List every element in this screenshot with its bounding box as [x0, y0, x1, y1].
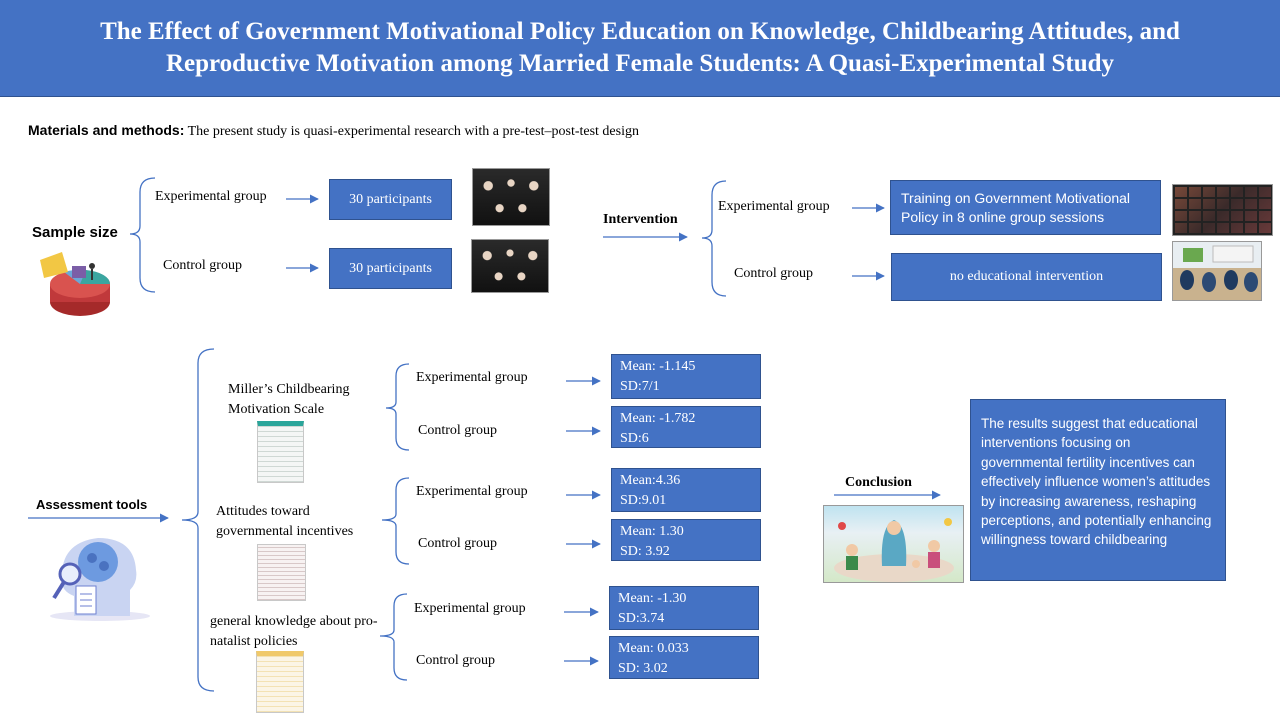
- family-illustration: [823, 505, 964, 583]
- tool2-scale-thumbnail: [257, 544, 306, 601]
- tool1-bracket: [386, 364, 409, 450]
- tool2-name: Attitudes toward governmental incentives: [216, 504, 354, 539]
- tool3-exp-mean: Mean: -1.30: [618, 591, 687, 606]
- tool1-exp-result-box: [611, 354, 761, 399]
- tool2-ctrl-result-box: [611, 519, 761, 561]
- int-ctrl-box: no educational intervention: [891, 253, 1162, 301]
- tool3-exp-group-label: Experimental group: [414, 601, 526, 616]
- classroom-scene: [1173, 242, 1261, 300]
- tool2-exp-result-box: [611, 468, 761, 512]
- tool1-ctrl-group-label: Control group: [418, 423, 497, 438]
- family-scene: [824, 506, 963, 582]
- sample-ctrl-group-label: Control group: [163, 258, 242, 273]
- int-ctrl-group-label: Control group: [734, 266, 813, 281]
- tool3-exp-result-box: [609, 586, 759, 630]
- tool2-exp-group-label: Experimental group: [416, 484, 528, 499]
- tool2-bracket: [382, 478, 409, 564]
- tool3-ctrl-mean: Mean: 0.033: [618, 641, 689, 656]
- tool3-scale-thumbnail: [256, 651, 304, 713]
- control-group-photo: [471, 239, 549, 293]
- tool1-ctrl-sd: SD:6: [620, 431, 649, 446]
- intervention-label: Intervention: [603, 212, 678, 227]
- tool2-ctrl-group-label: Control group: [418, 536, 497, 551]
- sample-size-label: Sample size: [32, 224, 118, 241]
- tool3-exp-sd: SD:3.74: [618, 611, 665, 626]
- head-magnifier-icon: [48, 532, 152, 622]
- tool1-ctrl-result-box: [611, 406, 761, 448]
- methods-label: Materials and methods:: [28, 122, 185, 138]
- tool3-ctrl-group-label: Control group: [416, 653, 495, 668]
- int-exp-box: Training on Government Motivational Policy in 8 online group sessions: [890, 180, 1161, 235]
- conclusion-label: Conclusion: [845, 475, 912, 490]
- tool1-ctrl-mean: Mean: -1.782: [620, 411, 696, 426]
- tool1-exp-group-label: Experimental group: [416, 370, 528, 385]
- assessment-tools-label: Assessment tools: [36, 497, 148, 512]
- sample-exp-box: 30 participants: [329, 179, 452, 220]
- sample-ctrl-box: 30 participants: [329, 248, 452, 289]
- int-exp-group-label: Experimental group: [718, 199, 830, 214]
- tool2-ctrl-mean: Mean: 1.30: [620, 524, 684, 539]
- tool2-exp-mean: Mean:4.36: [620, 473, 681, 488]
- tool1-name: Miller’s Childbearing Motivation Scale: [228, 382, 350, 417]
- tool3-ctrl-sd: SD: 3.02: [618, 661, 668, 676]
- sample-exp-group-label: Experimental group: [155, 189, 267, 204]
- pie-chart-icon: [38, 250, 114, 322]
- page-title: The Effect of Government Motivational Policy Education on Knowledge, Childbearing Attitudes, and Reproductive Motivation among Married Female Students: A Quasi-Experimental Study: [100, 18, 1180, 77]
- conclusion-box: The results suggest that educational interventions focusing on governmental fertility incentives can effectively influence women’s attitudes by increasing awareness, reshaping perceptions, and potentially enhancing willingness toward childbearing: [970, 399, 1226, 581]
- tool2-ctrl-sd: SD: 3.92: [620, 544, 670, 559]
- tool3-name: general knowledge about pro-natalist policies: [210, 614, 378, 649]
- tool1-exp-sd: SD:7/1: [620, 379, 660, 394]
- classroom-photo: [1172, 241, 1262, 301]
- methods-text: The present study is quasi-experimental research with a pre-test–post-test design: [187, 124, 639, 139]
- tool1-scale-thumbnail: [257, 421, 304, 483]
- tool2-exp-sd: SD:9.01: [620, 493, 667, 508]
- tool1-exp-mean: Mean: -1.145: [620, 359, 696, 374]
- online-session-photo: [1172, 184, 1273, 236]
- tool3-ctrl-result-box: [609, 636, 759, 679]
- sample-bracket: [130, 178, 155, 292]
- experimental-group-photo: [472, 168, 550, 226]
